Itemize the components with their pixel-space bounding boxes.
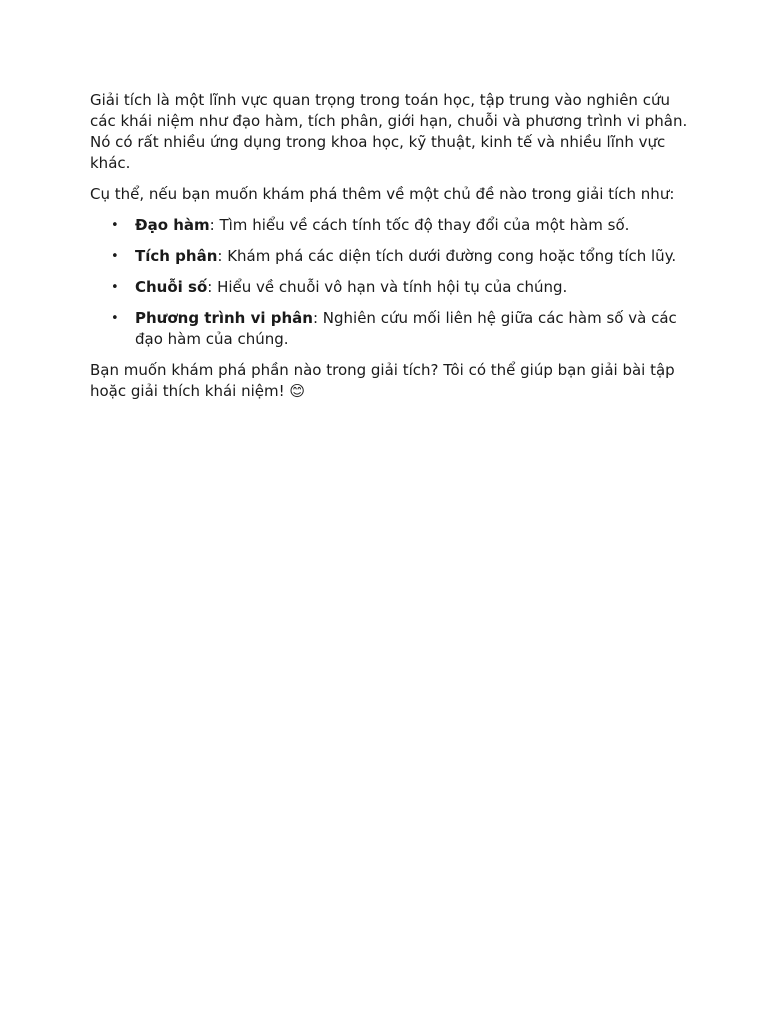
bullet-icon: • [111,311,119,326]
topic-term: Phương trình vi phân [135,309,313,327]
topic-term: Đạo hàm [135,216,210,234]
list-item [111,215,690,236]
list-item [111,246,690,267]
topic-description: : Tìm hiểu về cách tính tốc độ thay đổi của một hàm số. [209,216,630,234]
bullet-icon: • [111,249,119,264]
topic-description: : Hiểu về chuỗi vô hạn và tính hội tụ của chúng. [207,278,568,296]
list-item [111,308,690,350]
lead-paragraph: Cụ thể, nếu bạn muốn khám phá thêm về một chủ đề nào trong giải tích như: [90,185,675,203]
topic-term: Chuỗi số [135,278,208,296]
topic-list [90,215,690,350]
topic-description: : Nghiên cứu mối liên hệ giữa các hàm số và các đạo hàm của chúng. [135,309,677,348]
bullet-icon: • [111,280,119,295]
intro-paragraph: Giải tích là một lĩnh vực quan trọng trong toán học, tập trung vào nghiên cứu các khái niệm như đạo hàm, tích phân, giới hạn, chuỗi và phương trình vi phân. Nó có rất nhiều ứng dụng trong khoa học, kỹ thuật, kinh tế và nhiều lĩnh vực khác. [90,91,688,172]
list-item [111,277,690,298]
topic-description: : Khám phá các diện tích dưới đường cong hoặc tổng tích lũy. [217,247,677,265]
document-page [90,90,690,412]
topic-term: Tích phân [135,247,218,265]
closing-paragraph: Bạn muốn khám phá phần nào trong giải tích? Tôi có thể giúp bạn giải bài tập hoặc giải thích khái niệm! 😊 [90,361,675,400]
bullet-icon: • [111,218,119,233]
